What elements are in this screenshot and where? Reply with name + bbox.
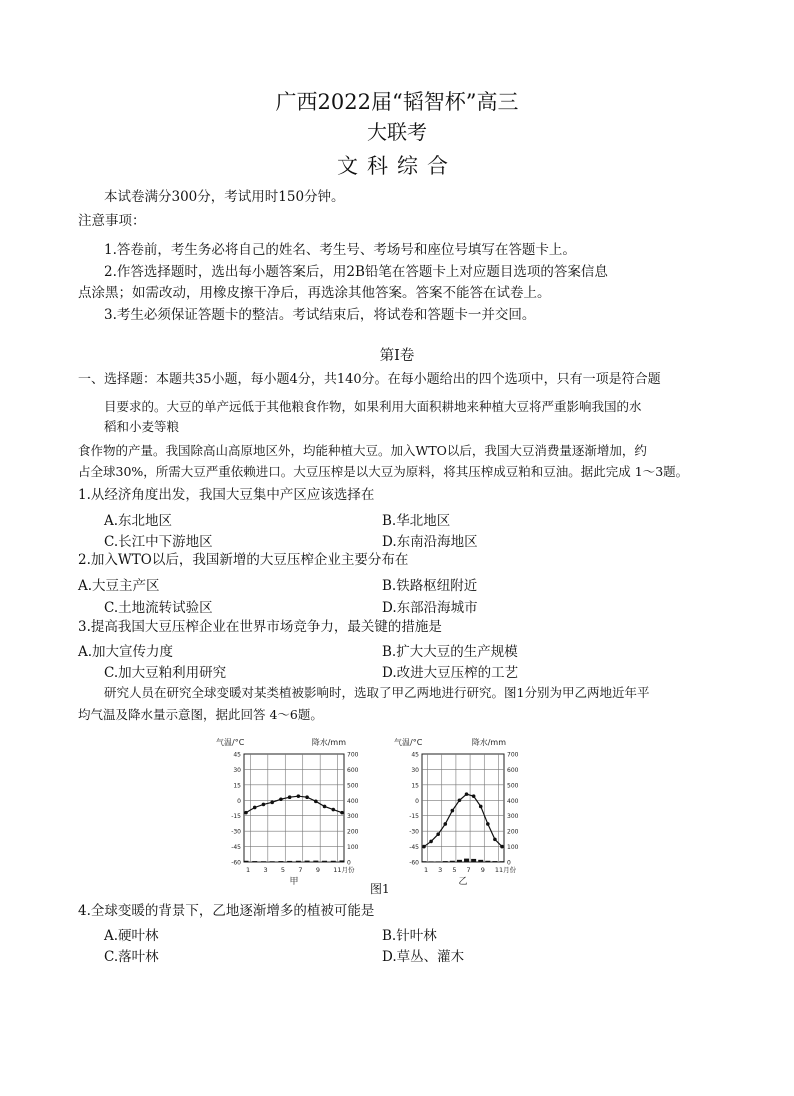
temperature-point [270, 801, 274, 805]
y-left-tick-label: -15 [409, 813, 419, 821]
section-heading: 第Ⅰ卷 [379, 348, 415, 364]
plot-frame [422, 754, 504, 862]
y-left-tick-label: 30 [411, 766, 419, 774]
y-left-tick-label: -30 [409, 828, 419, 836]
y-left-tick-label: 45 [233, 751, 241, 759]
x-tick-label: 5 [280, 866, 286, 874]
temperature-line [246, 796, 342, 812]
temperature-point [331, 808, 335, 812]
y-left-tick-label: -45 [231, 844, 241, 852]
passage-line-2: 占全球30%，所需大豆严重依赖进口。大豆压榨是以大豆为原料，将其压榨成豆粕和豆油。据此完成 1～3题。 [78, 464, 689, 479]
temperature-point [422, 845, 426, 849]
precip-bar [331, 861, 336, 862]
precip-bar [464, 859, 469, 862]
y-right-tick-label: 500 [347, 782, 359, 790]
chart-title: 乙 [458, 877, 468, 887]
y-right-axis-title: 降水/mm [471, 738, 506, 747]
temperature-point [443, 822, 447, 826]
precip-bar [322, 861, 327, 862]
y-right-tick-label: 600 [507, 766, 519, 774]
temperature-point [451, 809, 455, 813]
question-4-option-a[interactable]: A.硬叶林 [104, 928, 159, 944]
section-instruction-3: 稻和小麦等粮 [104, 419, 180, 434]
x-tick-label: 1 [424, 866, 429, 874]
precip-bar [278, 861, 283, 862]
precip-bar [287, 861, 292, 862]
y-left-tick-label: 15 [233, 782, 241, 790]
question-1-option-a[interactable]: A.东北地区 [104, 513, 173, 529]
question-4-option-c[interactable]: C.落叶林 [104, 949, 159, 965]
temperature-point [436, 832, 440, 836]
question-3-stem: 3.提高我国大豆压榨企业在世界市场竞争力，最关键的措施是 [78, 619, 442, 635]
precip-bar [443, 861, 448, 862]
precip-bar [492, 861, 497, 862]
precip-bar [270, 861, 275, 862]
y-right-tick-label: 700 [507, 751, 519, 759]
x-tick-label: 9 [480, 866, 485, 874]
temperature-point [297, 794, 301, 798]
y-right-tick-label: 300 [507, 813, 519, 821]
y-right-tick-label: 0 [507, 859, 511, 867]
precip-bar [340, 860, 345, 862]
y-left-tick-label: 45 [411, 751, 419, 759]
temperature-point [305, 795, 309, 799]
precip-bar [436, 861, 441, 862]
x-tick-label: 3 [263, 866, 268, 874]
temperature-point [262, 803, 266, 807]
y-right-tick-label: 500 [507, 782, 519, 790]
precip-bar [422, 861, 427, 862]
x-tick-label: 3 [438, 866, 443, 874]
question-4-stem: 4.全球变暖的背景下，乙地逐渐增多的植被可能是 [78, 903, 375, 919]
temperature-point [279, 797, 283, 801]
temperature-point [479, 805, 483, 809]
precip-bar [313, 861, 318, 862]
question-1-option-d[interactable]: D.东南沿海地区 [382, 534, 478, 550]
y-left-tick-label: -15 [231, 813, 241, 821]
notice-title: 注意事项： [78, 213, 146, 229]
x-tick-label: 1 [246, 866, 251, 874]
precip-bar [478, 860, 483, 862]
passage-line-1: 食作物的产量。我国除高山高原地区外，均能种植大豆。加入WTO以后，我国大豆消费量逐渐增加，约 [78, 443, 647, 458]
temperature-point [323, 805, 327, 809]
precip-bar [244, 861, 249, 862]
y-left-tick-label: 0 [237, 797, 241, 805]
y-left-tick-label: 15 [411, 782, 419, 790]
y-right-tick-label: 600 [347, 766, 359, 774]
temperature-point [288, 795, 292, 799]
question-1-option-b[interactable]: B.华北地区 [382, 513, 451, 529]
x-tick-label: 9 [315, 866, 320, 874]
passage2-line-1: 研究人员在研究全球变暖对某类植被影响时，选取了甲乙两地进行研究。图1分别为甲乙两地近年平 [104, 685, 650, 700]
y-left-tick-label: -30 [231, 828, 241, 836]
note-2: 2.作答选择题时，选出每小题答案后，用2B铅笔在答题卡上对应题目选项的答案信息 [104, 264, 608, 280]
figure-caption: 图1 [370, 882, 390, 896]
y-right-tick-label: 100 [507, 844, 519, 852]
precip-bar [471, 859, 476, 862]
climate-chart-jia [214, 734, 374, 889]
y-right-tick-label: 0 [347, 859, 351, 867]
y-left-axis-title: 气温/°C [394, 738, 423, 747]
precip-bar [261, 861, 266, 862]
question-2-option-a[interactable]: A.大豆主产区 [78, 578, 160, 594]
x-tick-label: 7 [466, 866, 471, 874]
question-2-stem: 2.加入WTO以后，我国新增的大豆压榨企业主要分布在 [78, 552, 409, 568]
question-1-stem: 1.从经济角度出发，我国大豆集中产区应该选择在 [78, 487, 375, 503]
note-2-cont: 点涂黑；如需改动，用橡皮擦干净后，再选涂其他答案。答案不能答在试卷上。 [78, 285, 551, 301]
y-left-axis-title: 气温/°C [216, 738, 245, 747]
temperature-point [429, 840, 433, 844]
precip-bar [500, 861, 505, 862]
x-tick-label: 7 [298, 866, 303, 874]
y-left-tick-label: -60 [409, 859, 419, 867]
x-tick-label: 11月份 [494, 866, 517, 874]
note-1: 1.答卷前，考生务必将自己的姓名、考生号、考场号和座位号填写在答题卡上。 [104, 242, 576, 258]
question-3-option-b[interactable]: B.扩大大豆的生产规模 [382, 644, 518, 660]
precip-bar [450, 861, 455, 862]
x-tick-label: 5 [452, 866, 457, 874]
chart-title: 甲 [289, 877, 299, 887]
question-1-option-c[interactable]: C.长江中下游地区 [104, 534, 213, 550]
passage2-line-2: 均气温及降水量示意图，据此回答 4～6题。 [78, 707, 323, 722]
y-left-tick-label: 0 [415, 797, 419, 805]
temperature-point [500, 845, 504, 849]
y-right-tick-label: 100 [347, 844, 359, 852]
precip-bar [429, 861, 434, 862]
question-2-option-b[interactable]: B.铁路枢纽附近 [382, 578, 478, 594]
question-3-option-c[interactable]: C.加大豆粕利用研究 [104, 665, 227, 681]
temperature-point [465, 792, 469, 796]
question-3-option-a[interactable]: A.加大宣传力度 [78, 644, 174, 660]
temperature-line [424, 794, 502, 846]
question-4-option-d[interactable]: D.草丛、灌木 [382, 949, 465, 965]
temperature-point [472, 794, 476, 798]
question-2-option-d[interactable]: D.东部沿海城市 [382, 600, 478, 616]
exam-info: 本试卷满分300分，考试用时150分钟。 [104, 189, 345, 205]
y-right-tick-label: 200 [347, 828, 359, 836]
section-instruction: 一、选择题：本题共35小题，每小题4分，共140分。在每小题给出的四个选项中，只有一项是符合题 [78, 372, 661, 387]
y-left-tick-label: -45 [409, 844, 419, 852]
x-tick-label: 11月份 [333, 866, 355, 874]
y-right-axis-title: 降水/mm [311, 738, 346, 747]
temperature-point [458, 798, 462, 802]
precip-bar [457, 860, 462, 862]
precip-bar [305, 861, 310, 862]
exam-subject: 文科综合 [337, 154, 457, 178]
y-right-tick-label: 700 [347, 751, 359, 759]
y-left-tick-label: -60 [231, 859, 241, 867]
precip-bar [252, 861, 257, 862]
temperature-point [244, 811, 248, 815]
question-2-option-c[interactable]: C.土地流转试验区 [104, 600, 213, 616]
question-4-option-b[interactable]: B.针叶林 [382, 928, 437, 944]
y-right-tick-label: 200 [507, 828, 519, 836]
y-right-tick-label: 400 [507, 797, 519, 805]
note-3: 3.考生必须保证答题卡的整洁。考试结束后，将试卷和答题卡一并交回。 [104, 307, 536, 323]
temperature-point [486, 822, 490, 826]
temperature-point [253, 806, 257, 810]
exam-title: 广西2022届“韬智杯”高三 [275, 90, 519, 114]
precip-bar [485, 861, 490, 862]
temperature-point [340, 811, 344, 815]
climate-chart-yi [392, 734, 534, 889]
temperature-point [493, 838, 497, 842]
y-left-tick-label: 30 [233, 766, 241, 774]
y-right-tick-label: 400 [347, 797, 359, 805]
temperature-point [314, 800, 318, 804]
question-3-option-d[interactable]: D.改进大豆压榨的工艺 [382, 665, 519, 681]
exam-subtitle: 大联考 [367, 120, 427, 144]
y-right-tick-label: 300 [347, 813, 359, 821]
precip-bar [296, 861, 301, 862]
section-instruction-2: 目要求的。大豆的单产远低于其他粮食作物，如果利用大面积耕地来种植大豆将严重影响我国的水 [104, 399, 642, 414]
